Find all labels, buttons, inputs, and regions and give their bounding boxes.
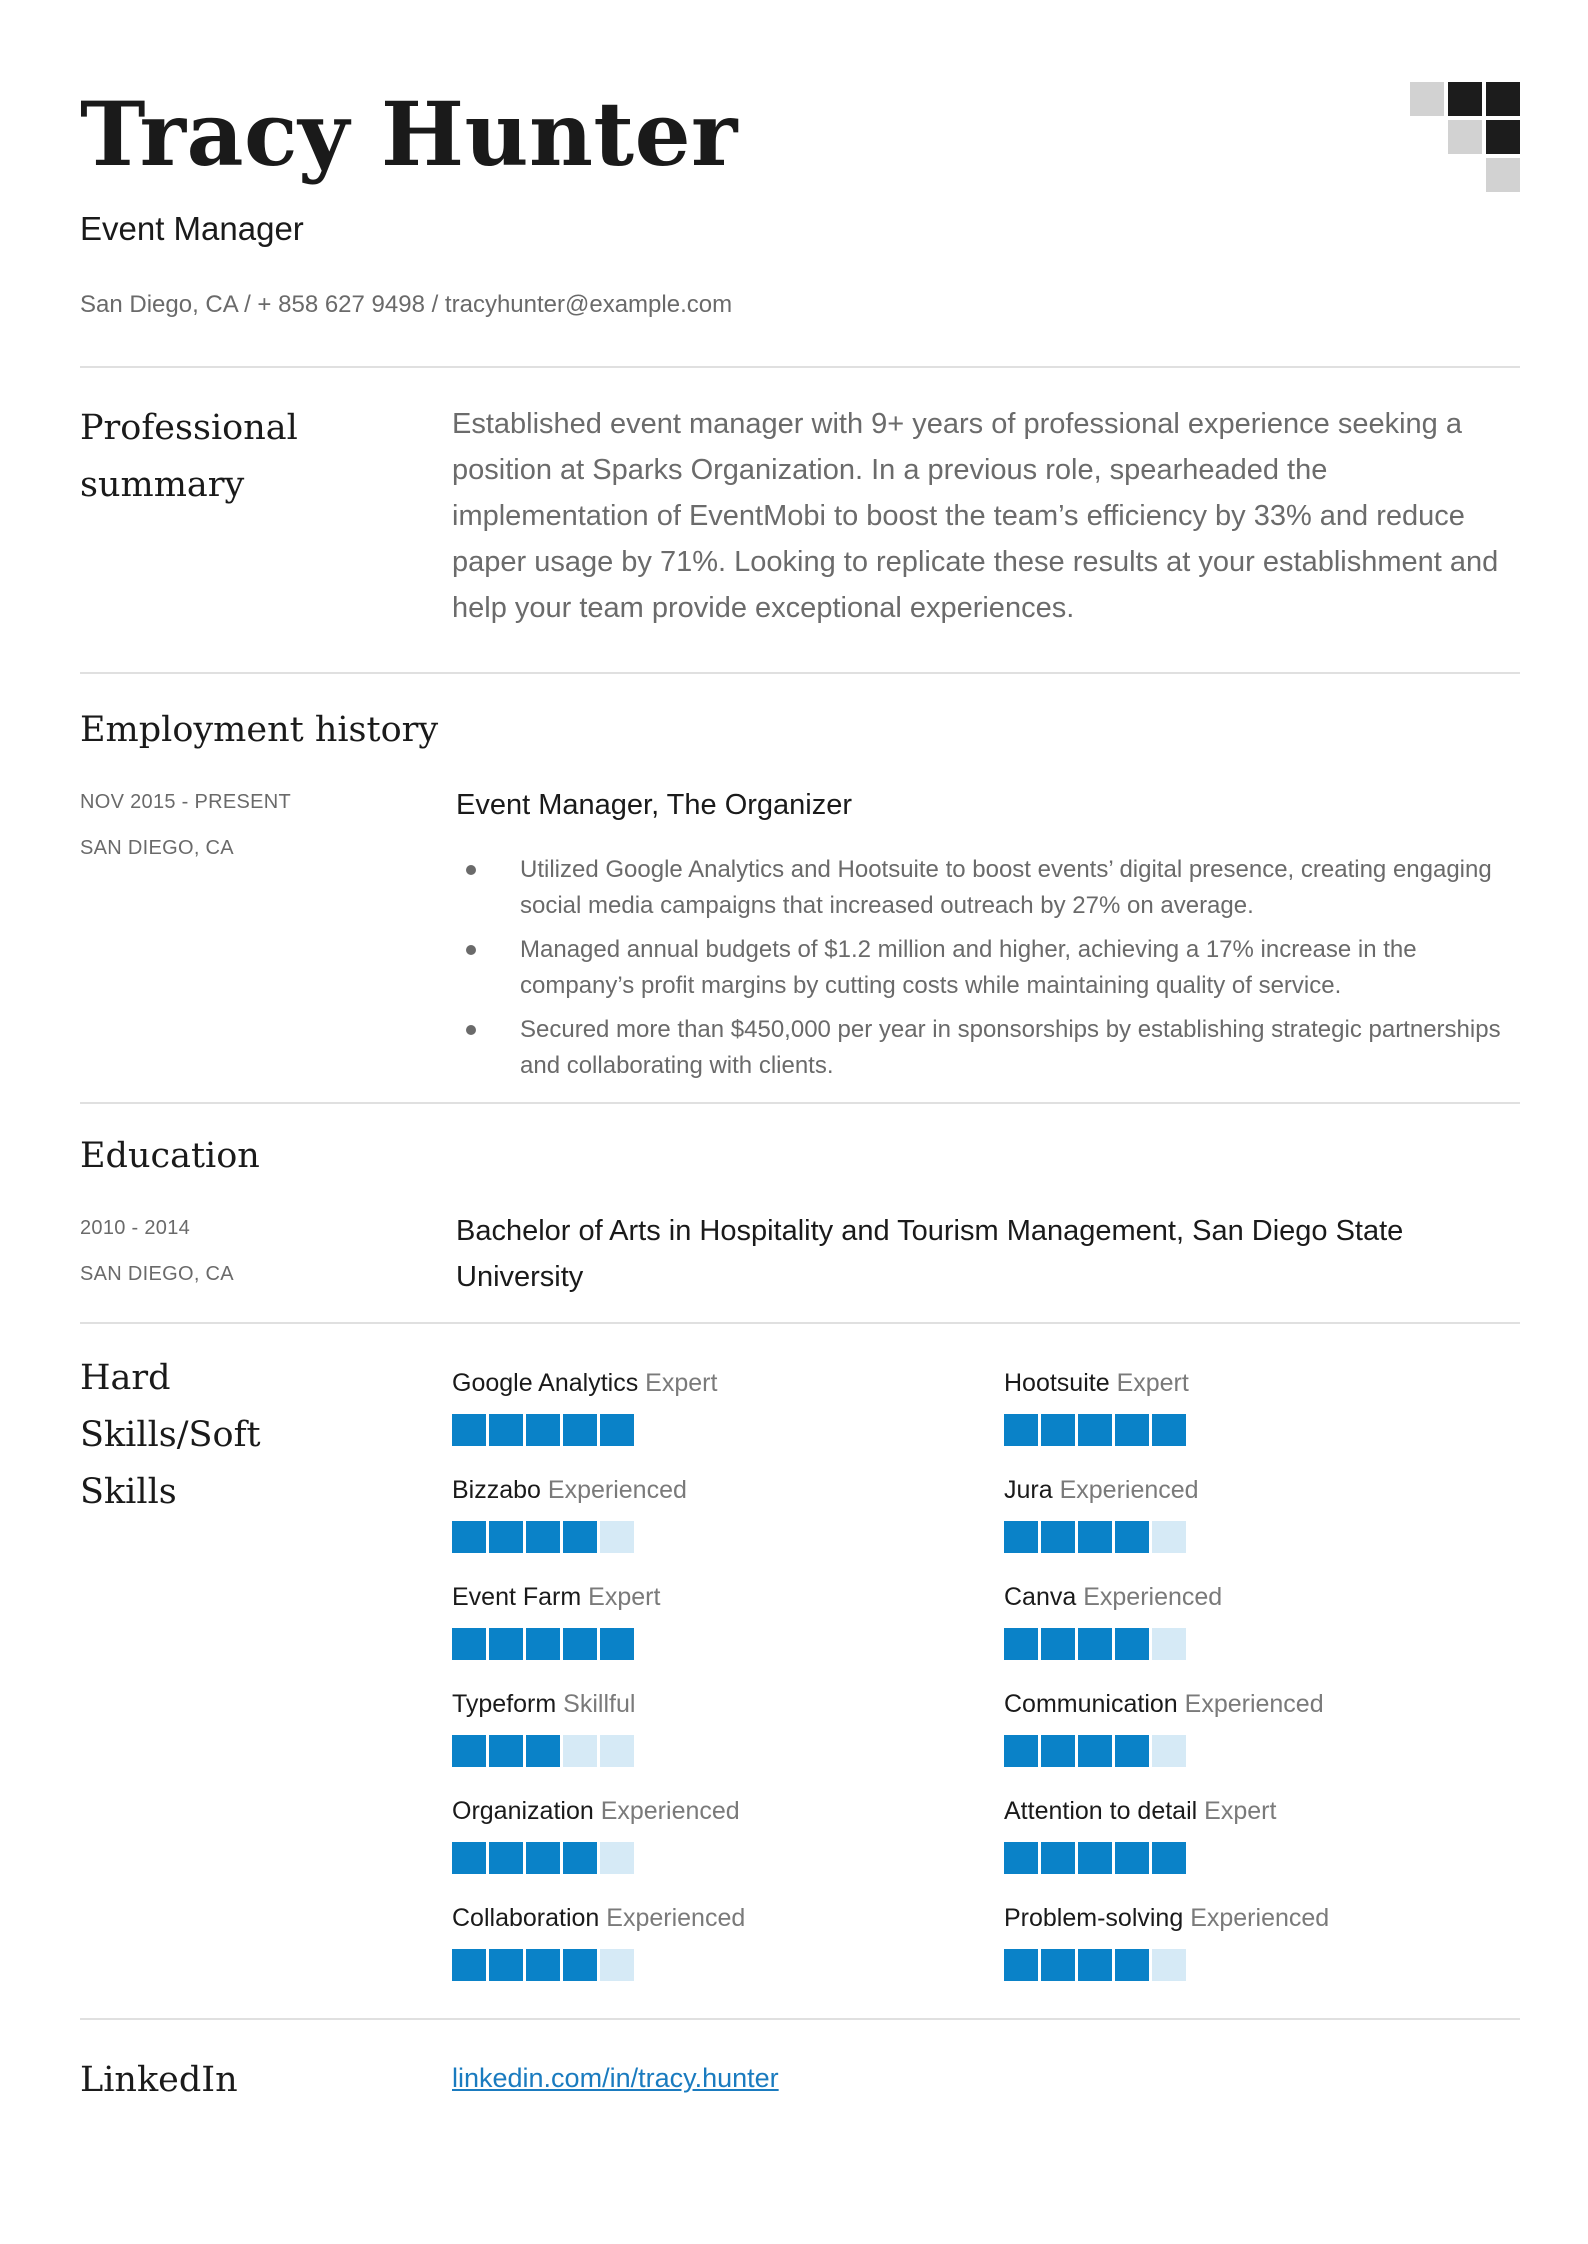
skill-cell-filled [452, 1628, 486, 1660]
skill-item [452, 1580, 952, 1660]
skill-rating-bar [1004, 1414, 1504, 1446]
skill-label [1004, 1901, 1504, 1935]
skill-label [1004, 1794, 1504, 1828]
skill-label [1004, 1366, 1504, 1400]
skill-cell-filled [1041, 1735, 1075, 1767]
contact-info: San Diego, CA / + 858 627 9498 / tracyhunter@example.com [80, 291, 733, 318]
skill-rating-bar [1004, 1628, 1504, 1660]
skill-cell-filled [1078, 1628, 1112, 1660]
skill-cell-filled [526, 1521, 560, 1553]
skills-heading: Hard Skills/Soft Skills [80, 1358, 261, 1512]
skill-name: Google Analytics [452, 1369, 639, 1397]
skill-name: Event Farm [452, 1583, 582, 1611]
skill-cell-filled [452, 1735, 486, 1767]
skill-name: Organization [452, 1797, 594, 1825]
skill-level: Experienced [600, 1797, 740, 1825]
skill-level: Expert [1204, 1797, 1277, 1825]
skill-item [1004, 1366, 1504, 1446]
skill-cell-empty [1152, 1521, 1186, 1553]
skill-name: Hootsuite [1004, 1369, 1110, 1397]
skill-rating-bar [452, 1521, 952, 1553]
skill-cell-filled [526, 1735, 560, 1767]
skill-level: Experienced [1059, 1476, 1199, 1504]
skill-level: Experienced [606, 1904, 746, 1932]
skill-cell-filled [1041, 1414, 1075, 1446]
education-location: SAN DIEGO, CA [80, 1263, 234, 1285]
skill-cell-filled [489, 1414, 523, 1446]
skill-cell-filled [600, 1628, 634, 1660]
skill-cell-filled [452, 1521, 486, 1553]
list-item [456, 1012, 1520, 1084]
employment-section [80, 674, 1520, 1102]
skill-name: Problem-solving [1004, 1904, 1184, 1932]
skill-cell-filled [526, 1414, 560, 1446]
skill-label [452, 1580, 952, 1614]
bullet-icon [466, 945, 476, 955]
skill-label [452, 1687, 952, 1721]
job-bullets [456, 852, 1520, 1092]
skill-item [452, 1473, 952, 1553]
skill-level: Expert [588, 1583, 661, 1611]
skill-cell-filled [1115, 1735, 1149, 1767]
linkedin-link[interactable]: linkedin.com/in/tracy.hunter [452, 2063, 779, 2093]
linkedin-heading: LinkedIn [80, 2060, 238, 2100]
skill-level: Experienced [1184, 1690, 1324, 1718]
skill-cell-filled [1004, 1521, 1038, 1553]
skill-cell-filled [1078, 1521, 1112, 1553]
skill-label [1004, 1687, 1504, 1721]
skill-cell-filled [1041, 1949, 1075, 1981]
skill-label [1004, 1580, 1504, 1614]
skill-cell-filled [1152, 1842, 1186, 1874]
skill-cell-filled [1041, 1521, 1075, 1553]
skill-cell-empty [600, 1521, 634, 1553]
skill-item [1004, 1580, 1504, 1660]
skill-cell-filled [1115, 1842, 1149, 1874]
job-location: SAN DIEGO, CA [80, 837, 234, 859]
skill-name: Typeform [452, 1690, 557, 1718]
skill-label [452, 1794, 952, 1828]
skill-cell-filled [1078, 1842, 1112, 1874]
education-degree: Bachelor of Arts in Hospitality and Tourism Management, San Diego State University [456, 1215, 1404, 1293]
skill-cell-filled [1004, 1949, 1038, 1981]
resume-header [80, 0, 1520, 366]
skill-cell-filled [526, 1842, 560, 1874]
job-dates: NOV 2015 - PRESENT [80, 791, 292, 813]
skill-cell-filled [563, 1521, 597, 1553]
skills-section [80, 1324, 1520, 2018]
skill-rating-bar [452, 1842, 952, 1874]
bullet-text: Managed annual budgets of $1.2 million and higher, achieving a 17% increase in the company’s profit margins by cutting costs while maintaining quality of service. [520, 936, 1417, 999]
skill-cell-empty [563, 1735, 597, 1767]
skill-cell-filled [489, 1842, 523, 1874]
skill-cell-empty [1152, 1949, 1186, 1981]
skill-level: Expert [1116, 1369, 1189, 1397]
skill-cell-filled [526, 1949, 560, 1981]
bullet-text: Utilized Google Analytics and Hootsuite to boost events’ digital presence, creating engaging social media campaigns that increased outreach by 27% on average. [520, 856, 1492, 919]
skill-cell-filled [489, 1735, 523, 1767]
candidate-name: Tracy Hunter [80, 82, 738, 186]
skill-rating-bar [452, 1949, 952, 1981]
skill-rating-bar [1004, 1949, 1504, 1981]
skill-cell-empty [1152, 1628, 1186, 1660]
skill-label [1004, 1473, 1504, 1507]
skill-cell-filled [489, 1521, 523, 1553]
grid-logo-icon [1410, 82, 1520, 192]
skill-label [452, 1473, 952, 1507]
skill-cell-filled [1004, 1842, 1038, 1874]
skill-cell-filled [1041, 1628, 1075, 1660]
skill-item [1004, 1473, 1504, 1553]
skill-rating-bar [452, 1414, 952, 1446]
skill-rating-bar [452, 1735, 952, 1767]
employment-heading: Employment history [80, 710, 439, 750]
skill-cell-empty [1152, 1735, 1186, 1767]
education-dates: 2010 - 2014 [80, 1217, 191, 1239]
linkedin-section [80, 2020, 1520, 2140]
skill-cell-filled [452, 1949, 486, 1981]
skill-cell-filled [526, 1628, 560, 1660]
skill-item [452, 1901, 952, 1981]
education-heading: Education [80, 1136, 260, 1176]
skill-cell-filled [1041, 1842, 1075, 1874]
skill-cell-filled [563, 1842, 597, 1874]
skill-rating-bar [452, 1628, 952, 1660]
skill-cell-empty [600, 1949, 634, 1981]
list-item [456, 932, 1520, 1004]
skill-name: Jura [1004, 1476, 1053, 1504]
list-item [456, 852, 1520, 924]
skill-cell-filled [1078, 1414, 1112, 1446]
skill-cell-filled [1115, 1521, 1149, 1553]
education-section [80, 1104, 1520, 1322]
skill-cell-filled [563, 1414, 597, 1446]
skill-level: Experienced [547, 1476, 687, 1504]
skill-rating-bar [1004, 1735, 1504, 1767]
skill-level: Skillful [563, 1690, 636, 1718]
skill-item [1004, 1687, 1504, 1767]
job-title-company: Event Manager, The Organizer [456, 789, 853, 821]
skill-name: Attention to detail [1004, 1797, 1198, 1825]
skill-cell-empty [600, 1842, 634, 1874]
resume-page [80, 0, 1520, 2140]
skill-cell-filled [489, 1628, 523, 1660]
skill-rating-bar [1004, 1521, 1504, 1553]
skill-cell-empty [600, 1735, 634, 1767]
skill-cell-filled [563, 1949, 597, 1981]
skill-name: Bizzabo [452, 1476, 541, 1504]
summary-section [80, 368, 1520, 672]
skill-cell-filled [1004, 1414, 1038, 1446]
bullet-icon [466, 865, 476, 875]
skill-label [452, 1901, 952, 1935]
skill-cell-filled [452, 1414, 486, 1446]
summary-text: Established event manager with 9+ years of professional experience seeking a position at Sparks Organization. In a previous role, spearheaded the implementation of EventMobi to boost the team’s efficiency by 33% and reduce paper usage by 71%. Looking to replicate these results at your establishment and help your team provide exceptional experiences. [452, 408, 1499, 624]
skill-item [452, 1687, 952, 1767]
skill-cell-filled [1078, 1949, 1112, 1981]
skill-item [452, 1366, 952, 1446]
skill-level: Experienced [1190, 1904, 1330, 1932]
skill-cell-filled [452, 1842, 486, 1874]
skill-cell-filled [563, 1628, 597, 1660]
job-title: Event Manager [80, 210, 304, 247]
skill-level: Expert [645, 1369, 718, 1397]
skill-cell-filled [600, 1414, 634, 1446]
skill-cell-filled [1152, 1414, 1186, 1446]
skill-item [452, 1794, 952, 1874]
bullet-text: Secured more than $450,000 per year in sponsorships by establishing strategic partnerships and collaborating with clients. [520, 1016, 1501, 1079]
skill-name: Canva [1004, 1583, 1077, 1611]
skill-cell-filled [1115, 1949, 1149, 1981]
skill-cell-filled [489, 1949, 523, 1981]
skill-cell-filled [1004, 1628, 1038, 1660]
skill-item [1004, 1901, 1504, 1981]
skill-cell-filled [1115, 1628, 1149, 1660]
skill-name: Collaboration [452, 1904, 600, 1932]
skill-cell-filled [1115, 1414, 1149, 1446]
skill-level: Experienced [1083, 1583, 1223, 1611]
summary-heading: Professional summary [80, 408, 298, 505]
bullet-icon [466, 1025, 476, 1035]
skill-label [452, 1366, 952, 1400]
skill-cell-filled [1078, 1735, 1112, 1767]
skill-item [1004, 1794, 1504, 1874]
skill-rating-bar [1004, 1842, 1504, 1874]
skill-name: Communication [1004, 1690, 1178, 1718]
skill-cell-filled [1004, 1735, 1038, 1767]
